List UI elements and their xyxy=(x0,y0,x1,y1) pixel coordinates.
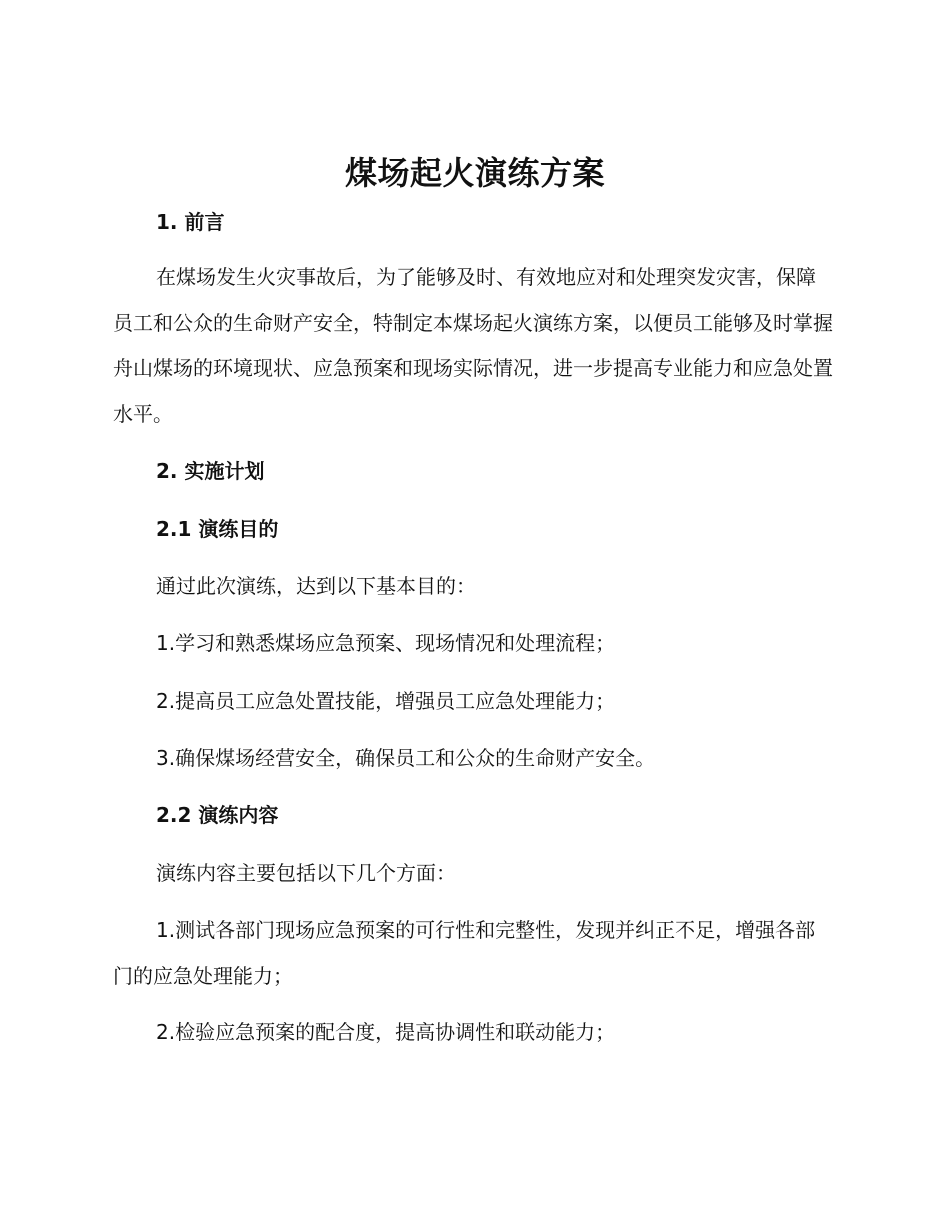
content-intro: 演练内容主要包括以下几个方面： xyxy=(156,861,456,885)
content-item-2: 2.检验应急预案的配合度，提高协调性和联动能力； xyxy=(156,1020,616,1044)
preface-paragraph: 在煤场发生火灾事故后，为了能够及时、有效地应对和处理突发灾害，保障员工和公众的生命财产安全，特制定本煤场起火演练方案，以便员工能够及时掌握舟山煤场的环境现状、应急预案和现场实际情况，进一步提高专业能力和应急处置水平。 xyxy=(113,265,833,426)
section-heading-preface: 1. 前言 xyxy=(156,210,225,234)
document-title: 煤场起火演练方案 xyxy=(344,154,605,192)
content-item-1: 1.测试各部门现场应急预案的可行性和完整性，发现并纠正不足，增强各部门的应急处理能力； xyxy=(113,918,816,988)
subsection-heading-purpose: 2.1 演练目的 xyxy=(156,517,279,541)
section-heading-plan: 2. 实施计划 xyxy=(156,459,265,483)
purpose-item-2: 2.提高员工应急处置技能，增强员工应急处理能力； xyxy=(156,689,616,713)
purpose-item-1: 1.学习和熟悉煤场应急预案、现场情况和处理流程； xyxy=(156,631,616,655)
subsection-heading-content: 2.2 演练内容 xyxy=(156,803,279,827)
purpose-intro: 通过此次演练，达到以下基本目的： xyxy=(156,574,476,598)
purpose-item-3: 3.确保煤场经营安全，确保员工和公众的生命财产安全。 xyxy=(156,746,656,770)
